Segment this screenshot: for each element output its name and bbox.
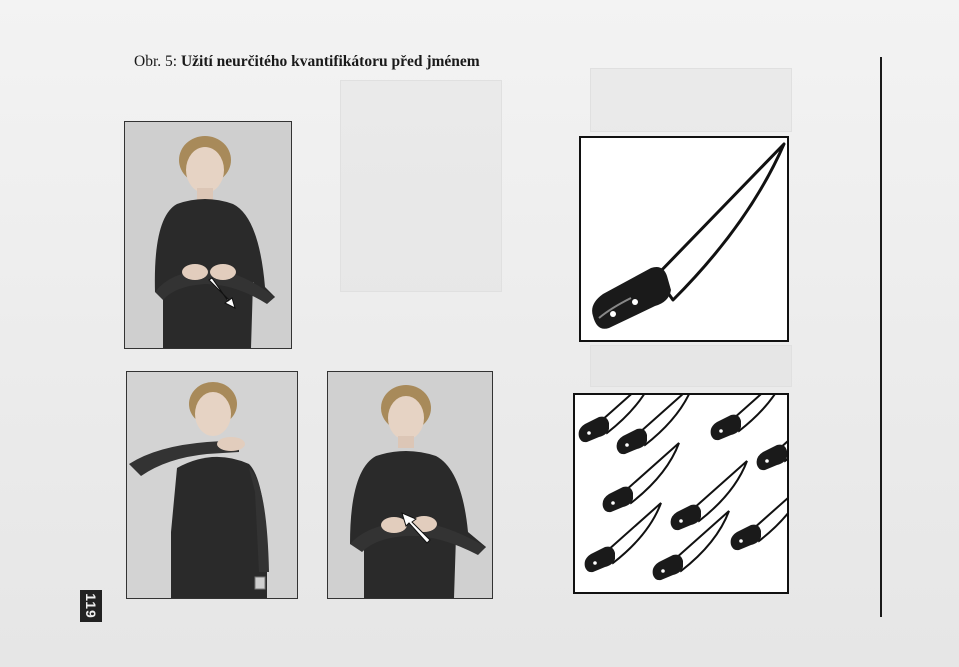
page-number: 119	[83, 593, 99, 619]
sign-photo-bottom-left	[126, 371, 298, 599]
knife-illustration-single	[579, 136, 789, 342]
knife-icon	[581, 138, 787, 340]
many-knives-icon	[575, 395, 787, 592]
woman-sign-figure	[125, 122, 291, 348]
figure-number: Obr. 5:	[134, 53, 178, 70]
knife-illustration-many	[573, 393, 789, 594]
figure-title: Užití neurčitého kvantifikátoru před jménem	[180, 53, 480, 70]
sign-photo-bottom-right	[327, 371, 493, 599]
sign-photo-top	[124, 121, 292, 349]
woman-sign-figure	[127, 372, 297, 598]
woman-sign-figure	[328, 372, 492, 598]
margin-rule	[880, 57, 882, 617]
show-through-ghost	[590, 345, 792, 387]
figure-caption	[134, 53, 480, 71]
page-number-tab	[80, 590, 102, 622]
show-through-ghost	[340, 80, 502, 292]
show-through-ghost	[590, 68, 792, 132]
